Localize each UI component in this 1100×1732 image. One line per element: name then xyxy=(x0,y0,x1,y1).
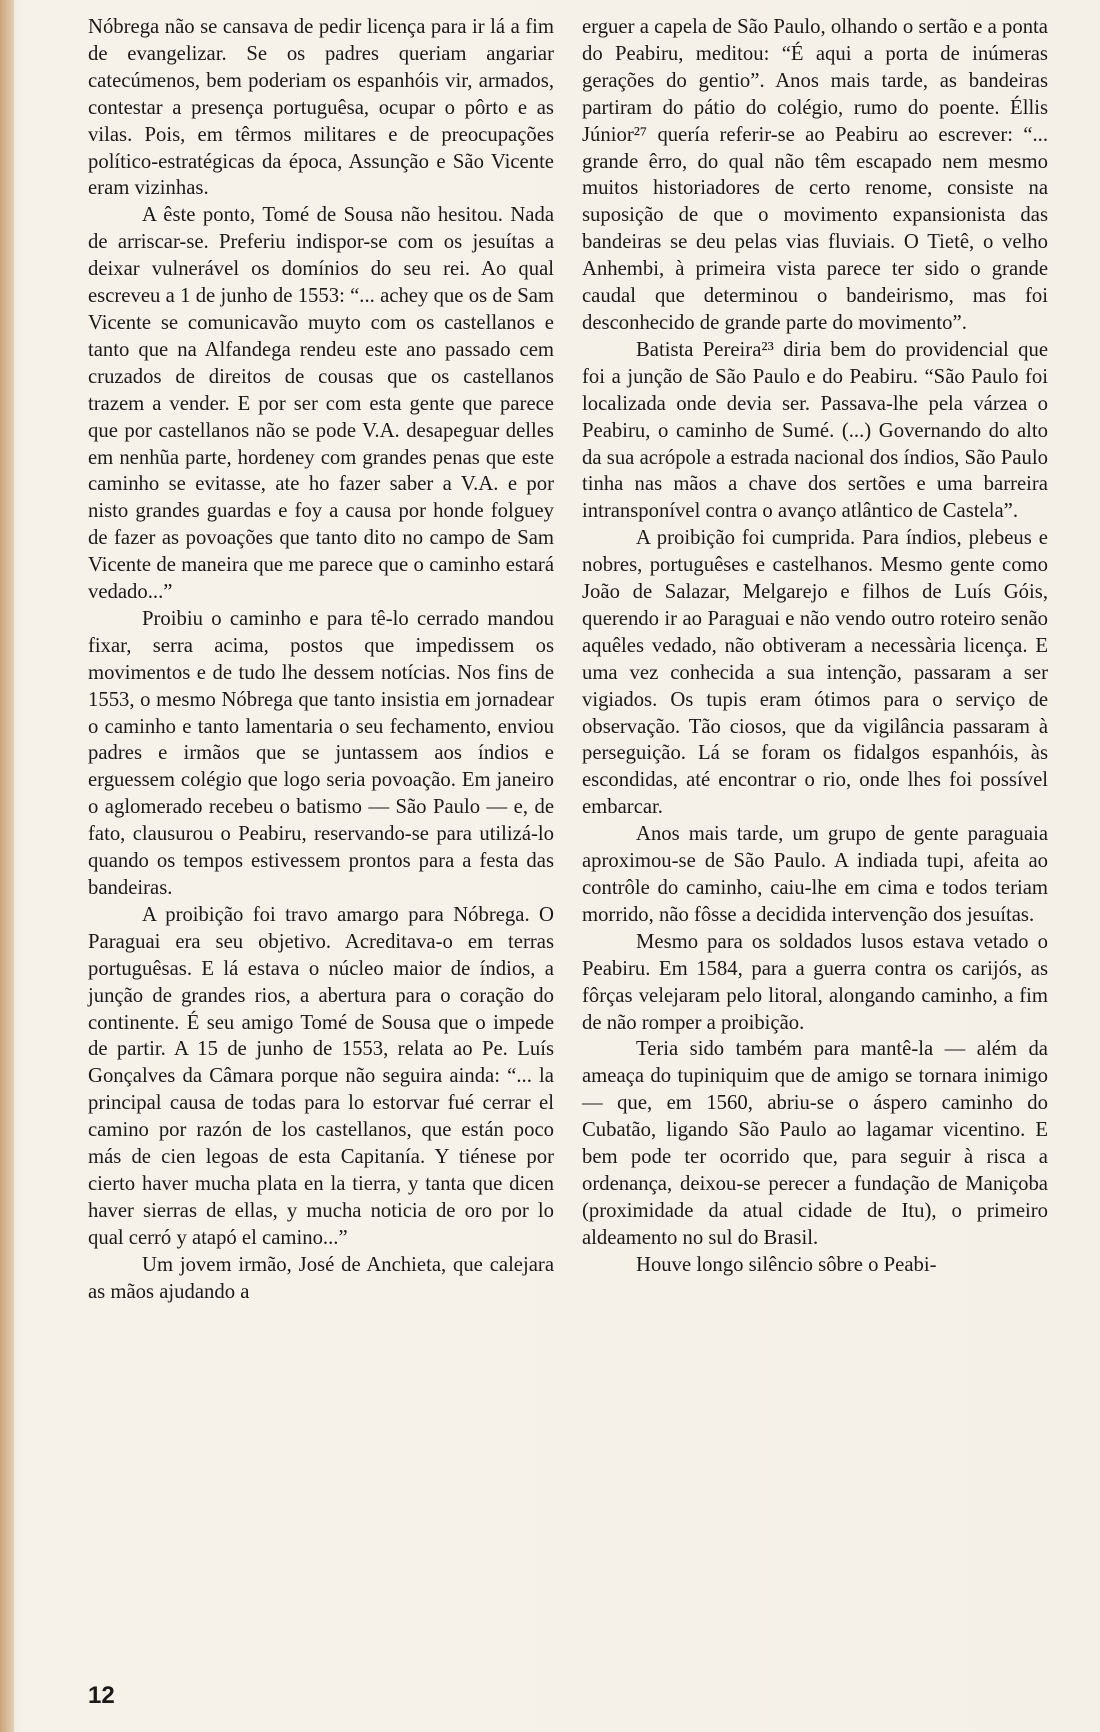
paragraph: Teria sido também para mantê-la — além da ameaça do tupiniquim que de amigo se tornara inimigo — que, em 1560, abriu-se o áspero caminho do Cubatão, ligando São Paulo ao lagamar vicentino. E bem pode ter ocorrido que, para seguir à risca a ordenança, deixou-se perecer a fundação de Maniçoba (proximidade da atual cidade de Itu), o primeiro aldeamento no sul do Brasil. xyxy=(582,1038,1048,1249)
paragraph: erguer a capela de São Paulo, olhando o sertão e a ponta do Peabiru, meditou: “É aqui a porta de inúmeras gerações do gentio”. Anos mais tarde, as bandeiras partiram do pátio do colégio, rumo do poente. Éllis Júnior²⁷ quería referir-se ao Peabiru ao escrever: “... grande êrro, do qual não têm escapado nem mesmo muitos historiadores de certo renome, consiste na suposição de que o movimento expansionista das bandeiras se deu pelas vias fluviais. O Tietê, o velho Anhembi, à primeira vista parece ter sido o grande caudal que determinou o bandeirismo, mas foi desconhecido de grande parte do movimento”. xyxy=(582,16,1048,334)
paragraph: Um jovem irmão, José de Anchieta, que calejara as mãos ajudando a xyxy=(88,1253,554,1303)
paragraph: Batista Pereira²³ diria bem do providencial que foi a junção de São Paulo e do Peabiru. “São Paulo foi localizada onde devia ser. Passava-lhe pela várzea o Peabiru, o caminho de Sumé. (...) Governando do alto da sua acrópole a estrada nacional dos índios, São Paulo tinha nas mãos a chave dos sertões e uma barreira intransponível contra o avanço atlântico de Castela”. xyxy=(582,338,1048,523)
page-number: 12 xyxy=(88,1682,115,1709)
paragraph: Mesmo para os soldados lusos estava vetado o Peabiru. Em 1584, para a guerra contra os carijós, as fôrças velejaram pelo litoral, alongando caminho, a fim de não romper a proibição. xyxy=(582,930,1048,1034)
paragraph: A êste ponto, Tomé de Sousa não hesitou. Nada de arriscar-se. Preferiu indispor-se com os jesuítas a deixar vulnerável os domínios do seu rei. Ao qual escreveu a 1 de junho de 1553: “... achey que os de Sam Vicente se comunicavão muyto com os castellanos e tanto que na Alfandega rendeu este ano passado cem cruzados de direitos de cousas que os castellanos trazem a vender. E por ser com esta gente que parece que por castellanos não se pode V.A. desapeguar delles em nenhũa parte, hordeney com grandes penas que este caminho se evitasse, ate ho fazer saber a V.A. e por nisto grandes guardas e foy a causa por honde folguey de fazer as povoações que tanto dito no campo de Sam Vicente de maneira que me parece que o caminho estará vedado...” xyxy=(88,204,554,604)
paragraph: Nóbrega não se cansava de pedir licença para ir lá a fim de evangelizar. Se os padres queriam angariar catecúmenos, bem poderiam os espanhóis vir, armados, contestar a presença portuguêsa, ocupar o pôrto e as vilas. Pois, em têrmos militares e de preocupações político-estratégicas da época, Assunção e São Vicente eram vizinhas. xyxy=(88,16,554,200)
right-column xyxy=(582,14,1048,1279)
paragraph: Houve longo silêncio sôbre o Peabi- xyxy=(636,1253,937,1276)
page-binding-edge xyxy=(0,0,14,1732)
left-column xyxy=(88,14,554,1306)
paragraph: A proibição foi travo amargo para Nóbrega. O Paraguai era seu objetivo. Acreditava-o em terras portuguêsas. E lá estava o núcleo maior de índios, a junção de grandes rios, a abertura para o coração do continente. É seu amigo Tomé de Sousa que o impede de partir. A 15 de junho de 1553, relata ao Pe. Luís Gonçalves da Câmara porque não seguira ainda: “... la principal causa de todas para lo estorvar fué cerrar el camino por razón de los castellanos, que están poco más de cien legoas de esta Capitanía. Y tiénese por cierto haver mucha plata en la tierra, y tanta que dicen haver sierras de ellas, y mucha noticia de oro por lo qual cerró y atapó el camino...” xyxy=(88,903,554,1249)
paragraph: Proibiu o caminho e para tê-lo cerrado mandou fixar, serra acima, postos que impedissem os movimentos e de tudo lhe dessem notícias. Nos fins de 1553, o mesmo Nóbrega que tanto insistia em jornadear o caminho e tanto lamentaria o seu fechamento, enviou padres e irmãos que se juntassem aos índios e erguessem colégio que logo seria povoação. Em janeiro o aglomerado recebeu o batismo — São Paulo — e, de fato, clausurou o Peabiru, reservando-se para utilizá-lo quando os tempos estivessem prontos para a festa das bandeiras. xyxy=(88,607,554,899)
paragraph: Anos mais tarde, um grupo de gente paraguaia aproximou-se de São Paulo. A indiada tupi, afeita ao contrôle do caminho, caiu-lhe em cima e todos teriam morrido, não fôsse a decidida intervenção dos jesuítas. xyxy=(582,823,1048,926)
paragraph: A proibição foi cumprida. Para índios, plebeus e nobres, portuguêses e castelhanos. Mesmo gente como João de Salazar, Melgarejo e filhos de Luís Góis, querendo ir ao Paraguai e não vendo outro roteiro senão aquêles vedado, não obtiveram a necessària licença. E uma vez conhecida a sua intenção, passaram a ser vigiados. Os tupis eram ótimos para o serviço de observação. Tão ciosos, que da vigilância passaram à perseguição. Lá se foram os fidalgos espanhóis, às escondidas, até encontrar o rio, onde lhes foi possível embarcar. xyxy=(582,527,1048,819)
text-columns xyxy=(88,14,1070,1306)
